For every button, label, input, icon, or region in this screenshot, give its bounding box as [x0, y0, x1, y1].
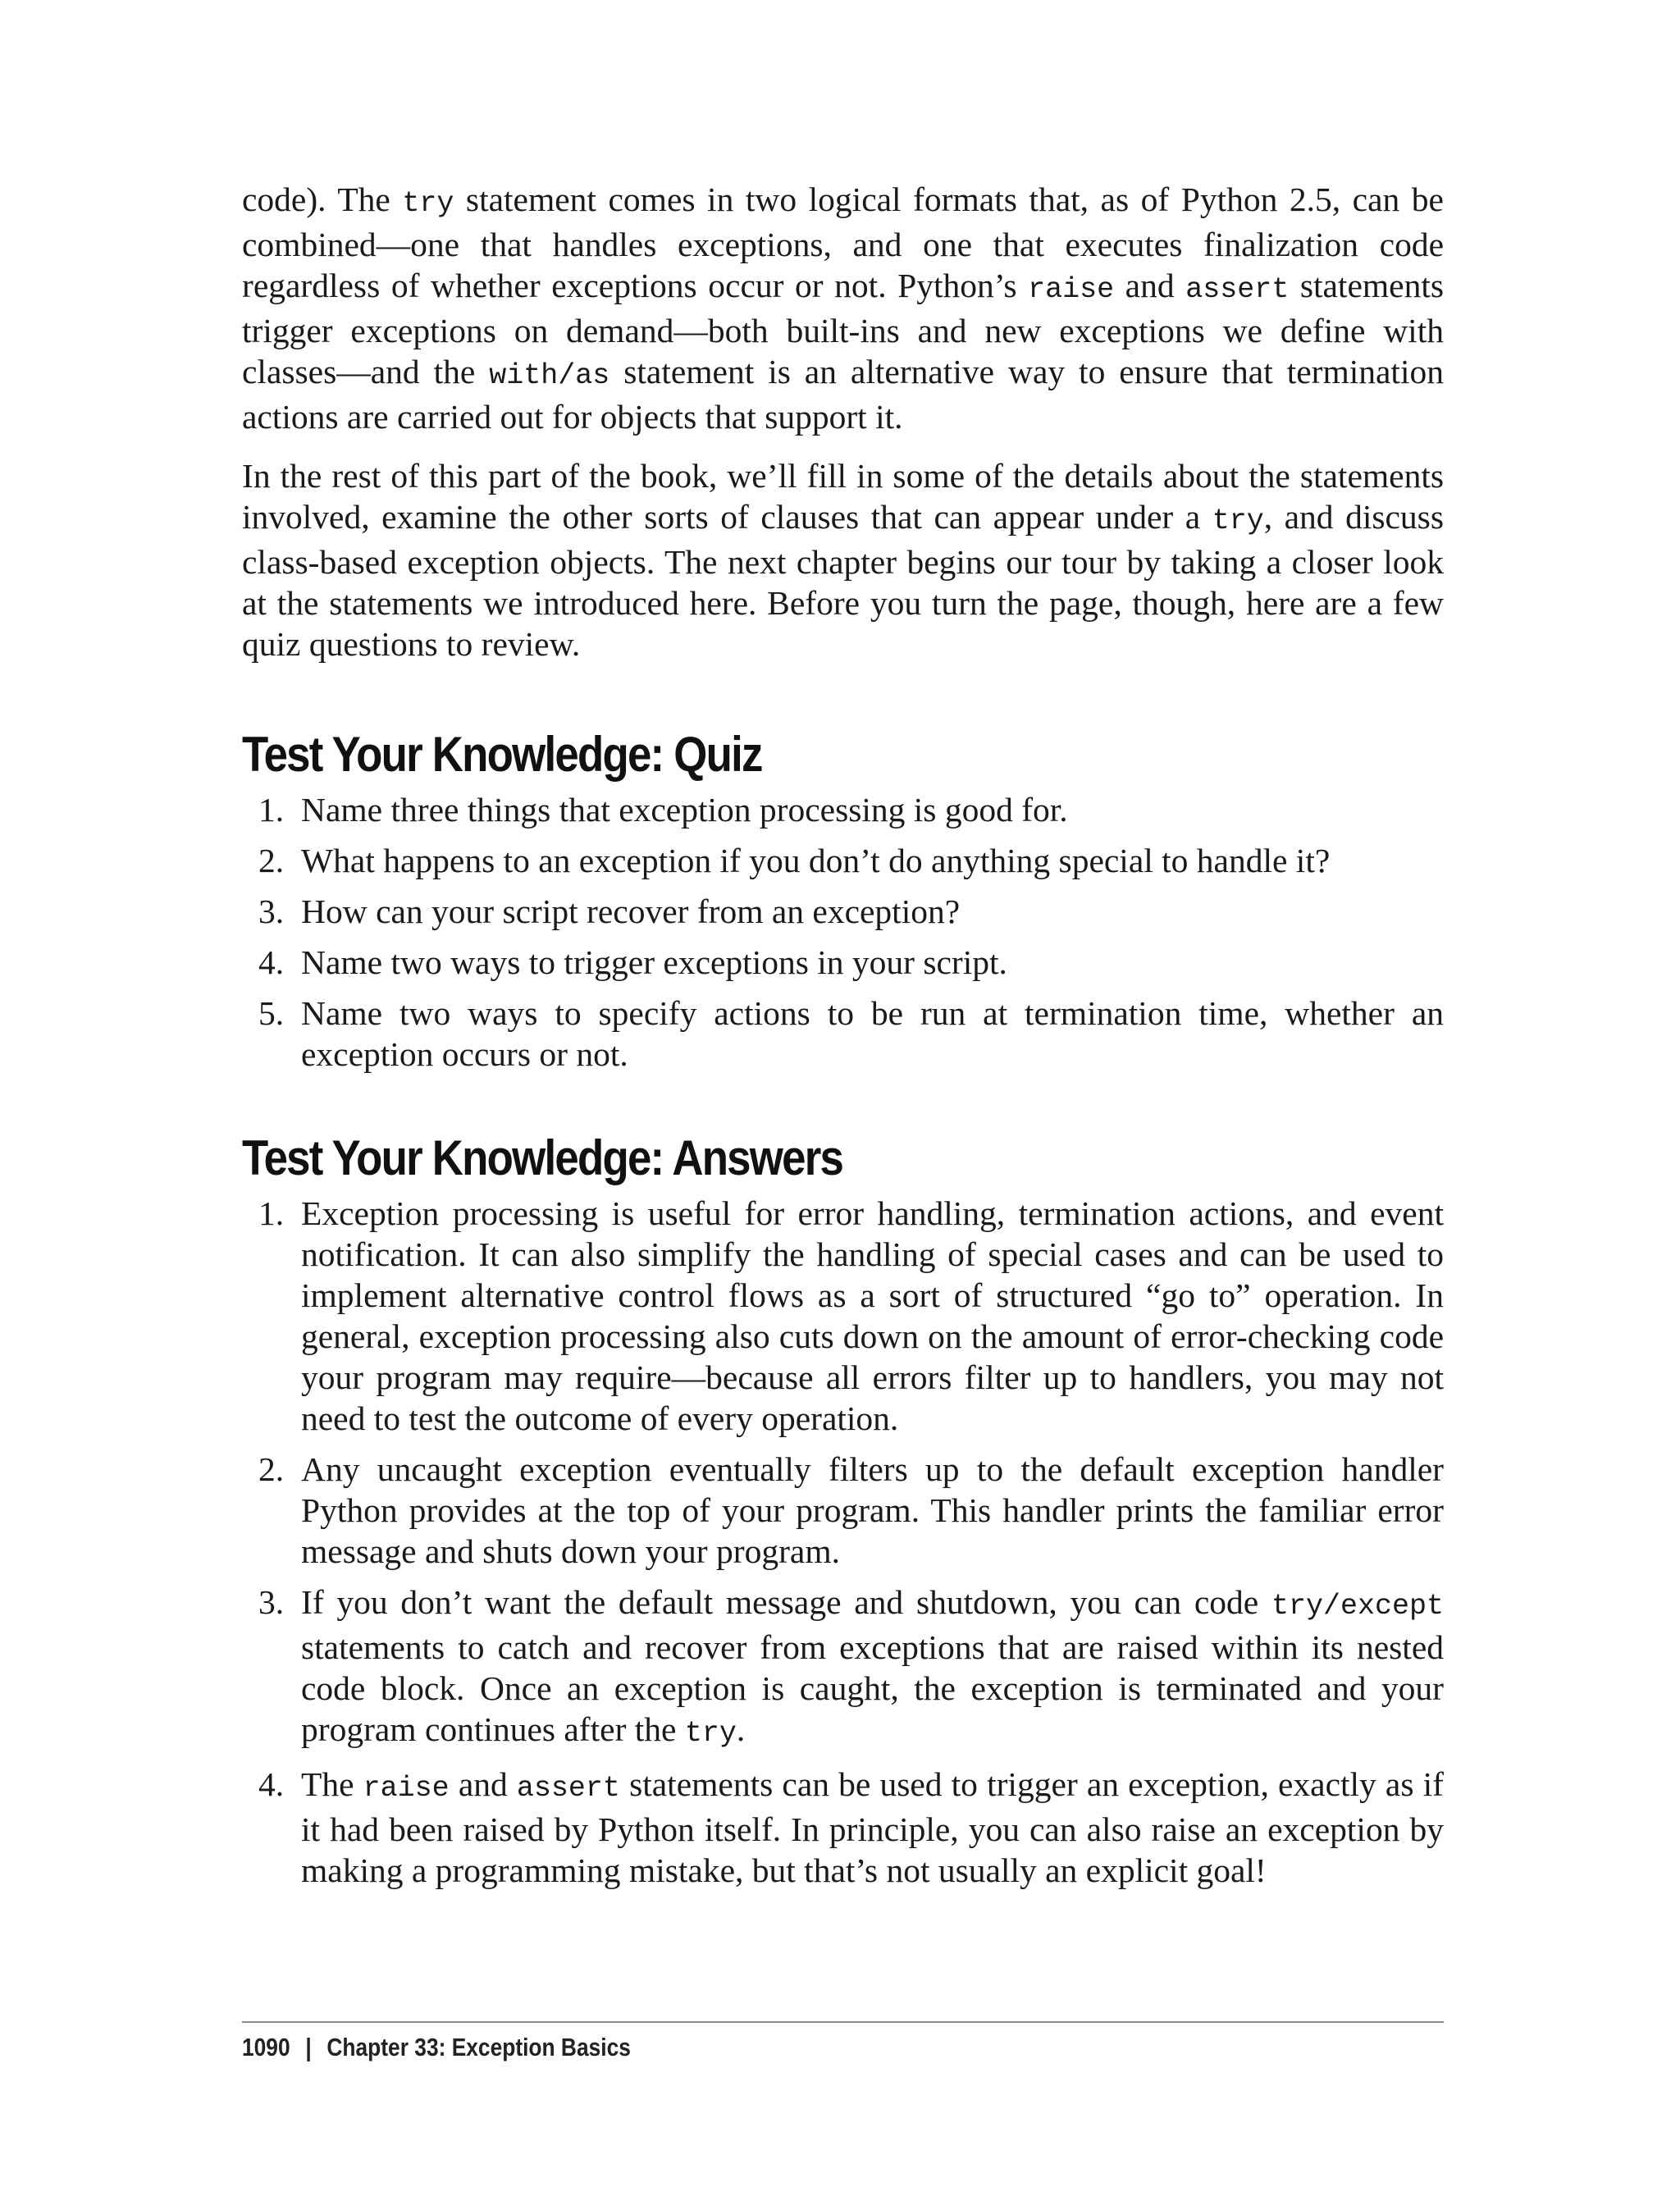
inline-code: with/as	[489, 359, 610, 392]
answer-item	[242, 1193, 1444, 1439]
inline-code: try/except	[1271, 1590, 1444, 1623]
answer-item	[242, 1582, 1444, 1754]
quiz-list	[242, 789, 1444, 1075]
item-text: If you don’t want the default message and shutdown, you can code try/except statements to catch and recover from exceptions that are raised within its nested code block. Once an exception is caught, the exception is terminated and your program continues after the try.	[301, 1583, 1444, 1750]
quiz-item	[242, 993, 1444, 1075]
chapter-title: Chapter 33: Exception Basics	[326, 2033, 631, 2061]
item-text: How can your script recover from an exception?	[301, 892, 961, 930]
intro-paragraph-2: In the rest of this part of the book, we’ll fill in some of the details about the statements involved, examine the other sorts of clauses that can appear under a try, and discuss class-based exception objects. The next chapter begins our tour by taking a closer look at the statements we introduced here. Before you turn the page, though, here are a few quiz questions to review.	[242, 457, 1444, 663]
item-number: 3.	[258, 1583, 285, 1621]
intro-paragraph-1: code). The try statement comes in two logical formats that, as of Python 2.5, can be combined—one that handles exceptions, and one that executes finalization code regardless of whether exceptions occur or not. Python’s raise and assert statements trigger exceptions on demand—both built-ins and new exceptions we define with classes—and the with/as statement is an alternative way to ensure that termination actions are carried out for objects that support it.	[242, 180, 1445, 436]
quiz-item	[242, 891, 1444, 932]
inline-code: try	[684, 1717, 737, 1750]
answers-heading: Test Your Knowledge: Answers	[242, 1130, 843, 1185]
page-content	[242, 179, 1444, 1901]
page-footer	[242, 2033, 631, 2062]
item-number: 3.	[258, 892, 285, 930]
item-number: 1.	[258, 1194, 285, 1232]
quiz-item	[242, 942, 1444, 983]
item-text: Name two ways to trigger exceptions in your script.	[301, 943, 1007, 981]
inline-code: try	[402, 187, 454, 220]
item-text: Any uncaught exception eventually filters up to the default exception handler Python provides at the top of your program. This handler prints the familiar error message and shuts down your program.	[301, 1450, 1444, 1570]
quiz-heading: Test Your Knowledge: Quiz	[242, 727, 762, 782]
page-number: 1090	[242, 2033, 290, 2061]
footer-separator: |	[305, 2033, 312, 2061]
item-text: Exception processing is useful for error handling, termination actions, and event notification. It can also simplify the handling of special cases and can be used to implement alternative control flows as a sort of structured “go to” operation. In general, exception processing also cuts down on the amount of error-checking code your program may require—because all errors filter up to handlers, you may not need to test the outcome of every operation.	[301, 1194, 1444, 1437]
item-number: 4.	[258, 1765, 285, 1803]
quiz-item	[242, 840, 1444, 881]
item-number: 1.	[258, 791, 285, 829]
inline-code: assert	[1185, 273, 1290, 306]
item-number: 5.	[258, 994, 285, 1032]
item-number: 4.	[258, 943, 285, 981]
answer-item	[242, 1764, 1444, 1891]
item-text: The raise and assert statements can be used to trigger an exception, exactly as if it had been raised by Python itself. In principle, you can also raise an exception by making a programming mistake, but that’s not usually an explicit goal!	[301, 1765, 1444, 1889]
inline-code: raise	[363, 1772, 450, 1805]
inline-code: raise	[1028, 273, 1115, 306]
inline-code: assert	[516, 1772, 620, 1805]
footer-rule	[242, 2021, 1444, 2023]
item-number: 2.	[258, 842, 285, 879]
answers-list	[242, 1193, 1444, 1891]
quiz-item	[242, 789, 1444, 830]
answer-item	[242, 1449, 1444, 1572]
inline-code: try	[1212, 504, 1264, 537]
item-text: Name three things that exception processing is good for.	[301, 791, 1068, 829]
item-number: 2.	[258, 1450, 285, 1488]
item-text: Name two ways to specify actions to be run at termination time, whether an exception occurs or not.	[301, 994, 1444, 1073]
item-text: What happens to an exception if you don’t do anything special to handle it?	[301, 842, 1331, 879]
